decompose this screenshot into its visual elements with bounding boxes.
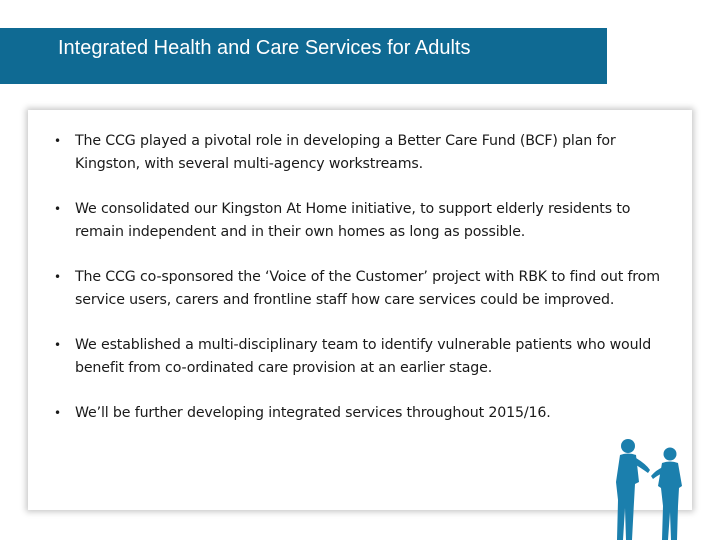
bullet-item xyxy=(28,130,692,176)
bullet-text: We consolidated our Kingston At Home initiative, to support elderly residents to remain independent and in their own homes as long as possible. xyxy=(75,201,631,240)
bullet-text: We established a multi-disciplinary team to identify vulnerable patients who would benefit from co-ordinated care provision at an earlier stage. xyxy=(75,337,652,376)
bullet-marker: • xyxy=(54,202,62,216)
title-bar xyxy=(0,28,607,84)
content-card xyxy=(28,110,692,510)
slide-title: Integrated Health and Care Services for Adults xyxy=(58,37,471,59)
bullet-text: The CCG played a pivotal role in developing a Better Care Fund (BCF) plan for Kingston, with several multi-agency workstreams. xyxy=(75,133,616,172)
bullet-item xyxy=(28,402,692,425)
bullet-marker: • xyxy=(54,134,62,148)
bullet-marker: • xyxy=(54,406,62,420)
bullet-marker: • xyxy=(54,338,62,352)
bullet-text: The CCG co-sponsored the ‘Voice of the Customer’ project with RBK to find out from service users, carers and frontline staff how care services could be improved. xyxy=(75,269,660,308)
bullet-item xyxy=(28,334,692,380)
bullet-item xyxy=(28,266,692,312)
bullet-list xyxy=(28,130,692,447)
bullet-item xyxy=(28,198,692,244)
bullet-text: We’ll be further developing integrated services throughout 2015/16. xyxy=(75,405,551,421)
bullet-marker: • xyxy=(54,270,62,284)
two-people-talking-icon xyxy=(606,436,696,540)
